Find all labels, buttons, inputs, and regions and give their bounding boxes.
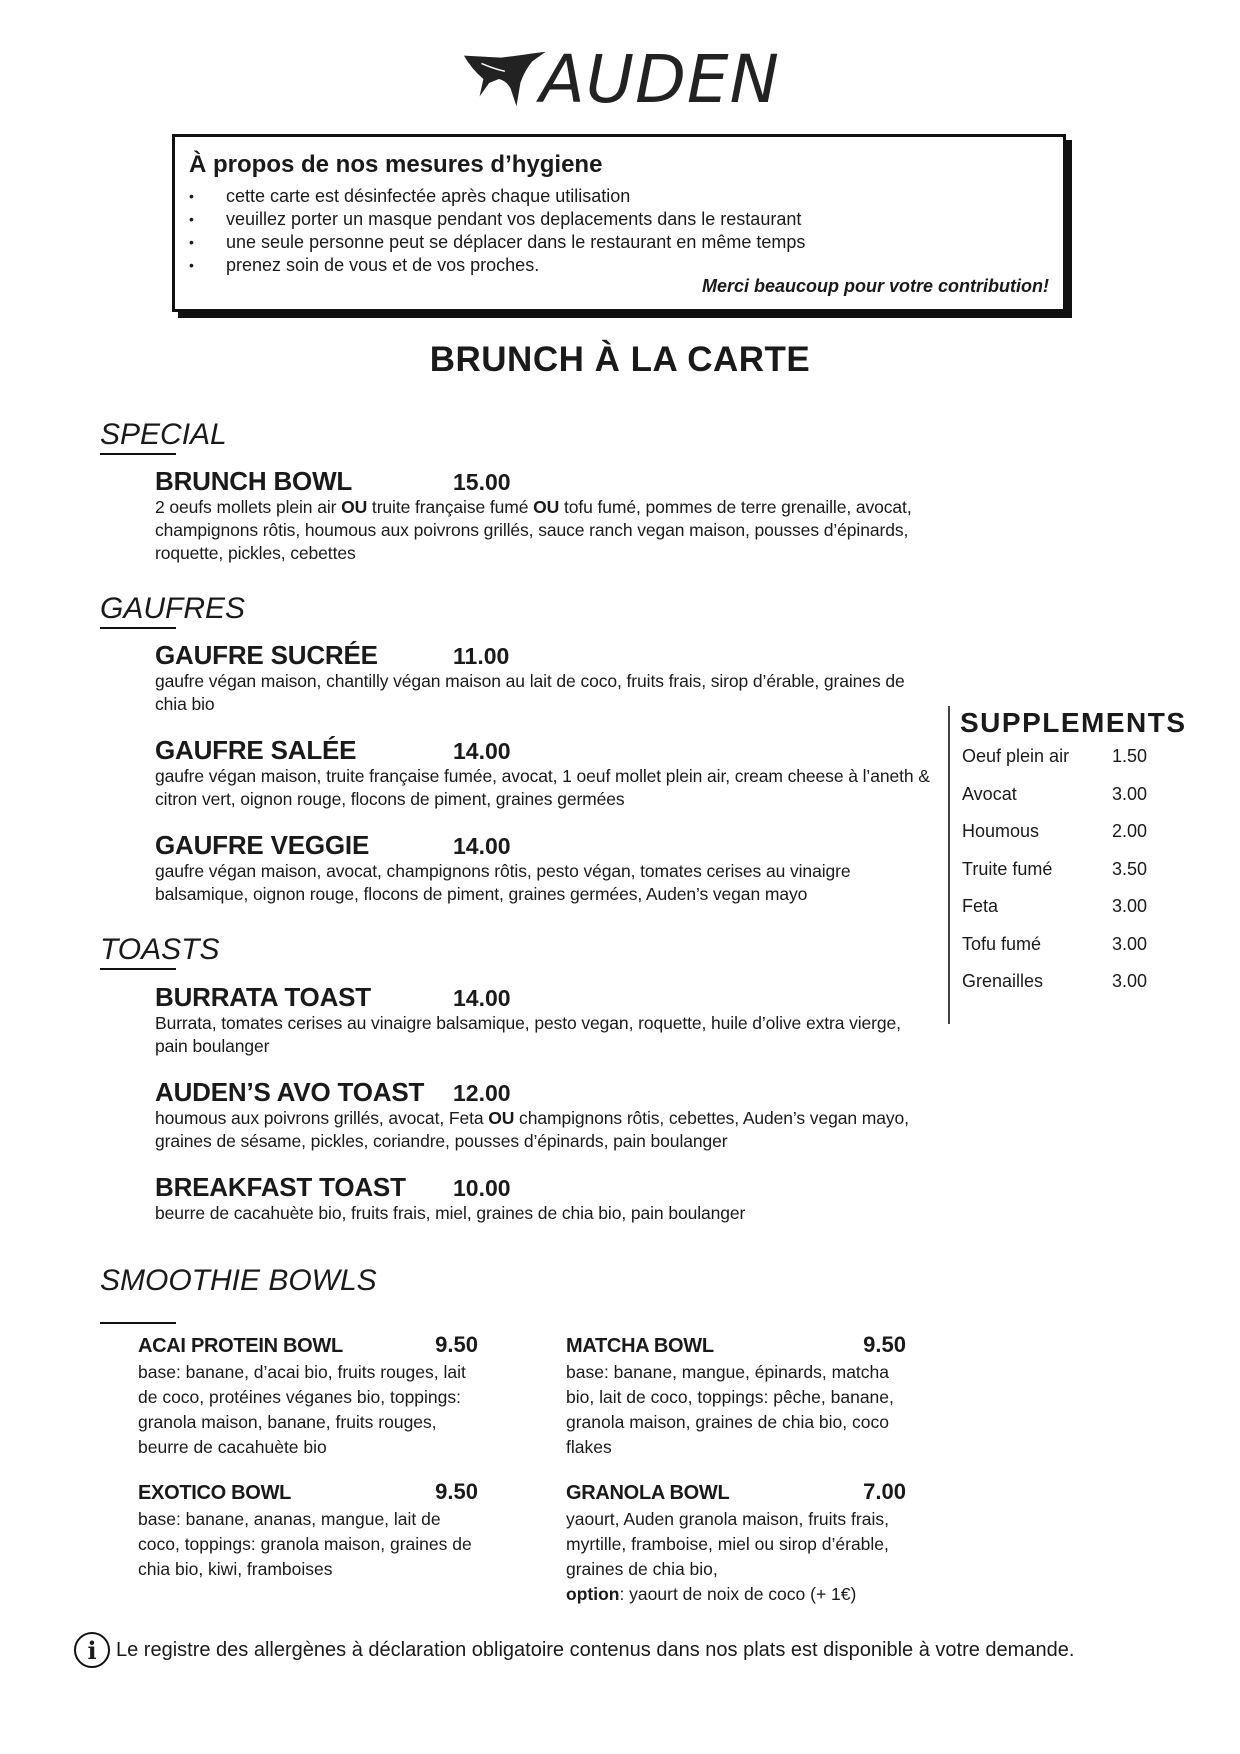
item-name: GRANOLA BOWL: [566, 1482, 730, 1504]
item-description: yaourt, Auden granola maison, fruits frais, myrtille, framboise, miel ou sirop d’érable, graines de chia bio,: [566, 1509, 889, 1579]
list-item: [189, 231, 1049, 254]
supplements-panel: [948, 706, 1198, 1024]
or-word: OU: [533, 497, 560, 517]
item-option: [566, 1582, 906, 1607]
section-gaufres: [100, 592, 245, 629]
hygiene-list: [189, 185, 1049, 277]
supplement-row: [960, 971, 1198, 1009]
supplement-price: 2.00: [1112, 821, 1148, 841]
supplement-row: [960, 746, 1198, 784]
page-title: BRUNCH À LA CARTE: [429, 340, 811, 379]
item-price: 15.00: [453, 469, 511, 495]
item-price: 12.00: [453, 1080, 511, 1106]
bullet: •: [189, 188, 194, 204]
item-description: base: banane, ananas, mangue, lait de coco, toppings: granola maison, graines de chia bio, kiwi, framboises: [138, 1509, 472, 1579]
item-price: 9.50: [435, 1332, 478, 1357]
smoothie-granola: [566, 1479, 906, 1607]
menu-item-gaufre-salee: [155, 735, 930, 811]
smoothie-acai: [138, 1332, 478, 1460]
hygiene-title: À propos de nos mesures d’hygiene: [189, 151, 603, 178]
item-description: gaufre végan maison, chantilly végan maison au lait de coco, fruits frais, sirop d’érable, graines de chia bio: [155, 671, 905, 714]
option-label: option: [566, 1584, 620, 1604]
desc-part: 2 oeufs mollets plein air: [155, 497, 342, 517]
menu-item-brunch-bowl: [155, 466, 930, 565]
menu-item-gaufre-sucree: [155, 640, 930, 716]
item-description: [155, 1107, 930, 1153]
smoothie-exotico: [138, 1479, 478, 1582]
option-text: : yaourt de noix de coco (+ 1€): [619, 1584, 857, 1604]
brand-name: AUDEN: [539, 41, 780, 118]
section-smoothies: [100, 1264, 377, 1324]
list-item-text: cette carte est désinfectée après chaque utilisation: [226, 186, 631, 206]
item-price: 9.50: [863, 1332, 906, 1357]
supplement-name: Grenailles: [962, 971, 1044, 991]
supplement-row: [960, 896, 1198, 934]
supplement-price: 1.50: [1112, 746, 1148, 766]
hygiene-notice: [172, 134, 1066, 312]
supplement-name: Oeuf plein air: [962, 746, 1070, 766]
supplement-name: Avocat: [962, 783, 1017, 804]
allergen-text: Le registre des allergènes à déclaration obligatoire contenus dans nos plats est disponible à votre demande.: [116, 1638, 1075, 1661]
section-title: GAUFRES: [100, 592, 246, 625]
item-description: [155, 496, 930, 565]
supplement-name: Truite fumé: [962, 858, 1053, 879]
menu-item-burrata-toast: [155, 982, 930, 1058]
item-price: 14.00: [453, 738, 511, 764]
item-price: 7.00: [863, 1479, 906, 1504]
desc-part: tofu fumé, pommes de terre grenaille, avocat, champignons rôtis, houmous aux poivrons grillés, sauce ranch vegan maison, pousses d’épinards, roquette, pickles, cebettes: [155, 497, 912, 563]
supplement-price: 3.00: [1112, 933, 1148, 954]
list-item: [189, 208, 1049, 231]
menu-item-gaufre-veggie: [155, 830, 930, 906]
supplement-row: [960, 784, 1198, 822]
item-price: 14.00: [453, 833, 511, 859]
item-name: ACAI PROTEIN BOWL: [138, 1335, 343, 1357]
smoothie-matcha: [566, 1332, 906, 1460]
bullet: •: [189, 257, 194, 273]
section-rule: [100, 968, 176, 970]
desc-part: houmous aux poivrons grillés, avocat, Feta: [155, 1108, 489, 1128]
item-description: base: banane, mangue, épinards, matcha bio, lait de coco, toppings: pêche, banane, granola maison, graines de chia bio, coco flakes: [566, 1362, 894, 1457]
supplement-price: 3.00: [1112, 971, 1148, 991]
section-rule: [100, 627, 176, 629]
list-item-text: veuillez porter un masque pendant vos deplacements dans le restaurant: [226, 209, 802, 229]
item-description: gaufre végan maison, truite française fumée, avocat, 1 oeuf mollet plein air, cream cheese à l’aneth & citron vert, oignon rouge, flocons de piment, graines germées: [155, 766, 930, 809]
item-price: 9.50: [435, 1479, 478, 1504]
item-name: BRUNCH BOWL: [155, 466, 353, 496]
allergen-notice: [74, 1632, 1194, 1668]
supplement-price: 3.00: [1112, 783, 1148, 804]
list-item: [189, 254, 1049, 277]
item-price: 10.00: [453, 1175, 511, 1201]
section-rule: [100, 453, 176, 455]
menu-item-breakfast-toast: [155, 1172, 930, 1225]
menu-item-avo-toast: [155, 1077, 930, 1153]
item-name: GAUFRE SALÉE: [155, 735, 357, 765]
supplements-title: SUPPLEMENTS: [960, 707, 1187, 738]
item-price: 11.00: [453, 643, 510, 669]
item-name: BREAKFAST TOAST: [155, 1172, 406, 1202]
list-item-text: une seule personne peut se déplacer dans le restaurant en même temps: [226, 232, 806, 252]
section-title: TOASTS: [100, 933, 220, 966]
item-name: MATCHA BOWL: [566, 1335, 714, 1357]
item-description: base: banane, d’acai bio, fruits rouges, lait de coco, protéines véganes bio, toppings: granola maison, banane, fruits rouges, beurre de cacahuète bio: [138, 1362, 466, 1457]
section-toasts: [100, 933, 219, 970]
item-description: gaufre végan maison, avocat, champignons rôtis, pesto végan, tomates cerises au vinaigre balsamique, oignon rouge, flocons de piment, graines germées, Auden’s vegan mayo: [155, 861, 851, 904]
brand-logo: [462, 41, 780, 118]
section-title: SMOOTHIE BOWLS: [100, 1264, 377, 1297]
supplement-name: Tofu fumé: [962, 933, 1042, 954]
list-item-text: prenez soin de vous et de vos proches.: [226, 255, 540, 275]
info-icon: i: [74, 1632, 110, 1668]
supplement-name: Houmous: [962, 821, 1040, 841]
item-name: EXOTICO BOWL: [138, 1482, 292, 1504]
supplement-price: 3.00: [1112, 896, 1148, 916]
item-name: GAUFRE SUCRÉE: [155, 640, 378, 670]
desc-part: champignons rôtis, cebettes, Auden’s vegan mayo, graines de sésame, pickles, coriandre, pousses d’épinards, pain boulanger: [155, 1108, 909, 1151]
or-word: OU: [488, 1108, 515, 1128]
list-item: [189, 185, 1049, 208]
bullet: •: [189, 234, 194, 250]
item-price: 14.00: [453, 985, 511, 1011]
hygiene-thanks: Merci beaucoup pour votre contribution!: [701, 276, 1049, 296]
item-description: beurre de cacahuète bio, fruits frais, miel, graines de chia bio, pain boulanger: [155, 1203, 746, 1223]
section-special: [100, 418, 227, 455]
section-rule: [100, 1322, 176, 1324]
supplement-name: Feta: [962, 896, 999, 916]
item-name: AUDEN’S AVO TOAST: [155, 1077, 425, 1107]
desc-part: truite française fumé: [367, 497, 534, 517]
supplement-row: [960, 821, 1198, 859]
item-name: GAUFRE VEGGIE: [155, 830, 370, 860]
or-word: OU: [341, 497, 368, 517]
item-description: Burrata, tomates cerises au vinaigre balsamique, pesto vegan, roquette, huile d’olive extra vierge, pain boulanger: [155, 1013, 901, 1056]
supplement-row: [960, 934, 1198, 972]
supplement-price: 3.50: [1112, 858, 1148, 879]
bullet: •: [189, 211, 194, 227]
swallow-icon: [462, 49, 548, 111]
item-name: BURRATA TOAST: [155, 982, 371, 1012]
supplement-row: [960, 859, 1198, 897]
section-title: SPECIAL: [100, 418, 227, 451]
